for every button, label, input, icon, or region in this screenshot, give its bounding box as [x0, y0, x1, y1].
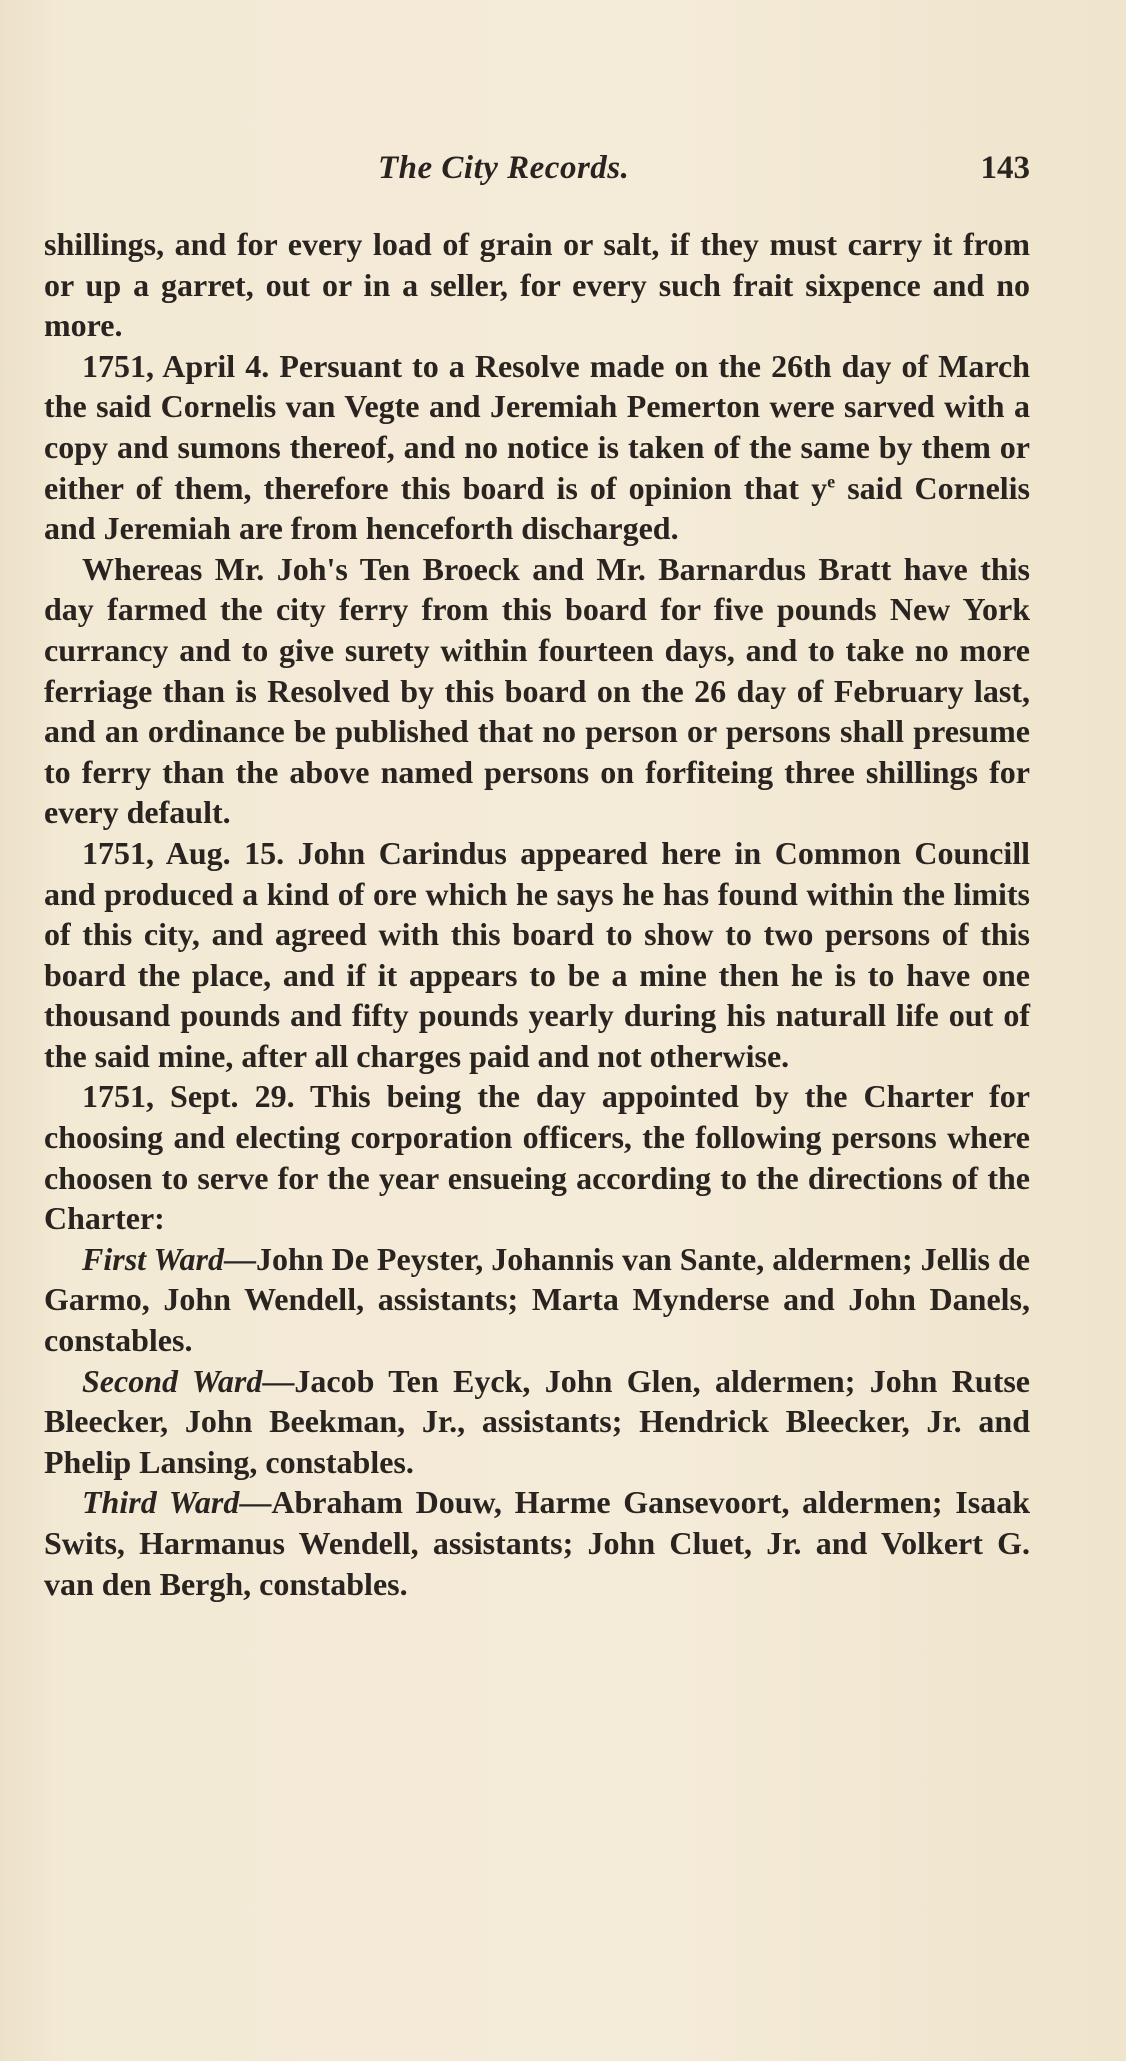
- paragraph-ferry: Whereas Mr. Joh's Ten Broeck and Mr. Barnardus Bratt have this day farmed the city ferry from this board for five pounds New York currancy and to give surety within fourteen days, and to take no more ferriage than is Resolved by this board on the 26 day of February last, and an ordinance be published that no person or persons shall presume to ferry than the above named persons on forfiteing three shillings for every default.: [44, 550, 1030, 831]
- page-number: 143: [980, 150, 1030, 186]
- paragraph-text: —Jacob Ten Eyck, John Glen, aldermen; John Rutse Bleecker, John Beekman, Jr., assistants; Hendrick Bleecker, Jr. and Phelip Lansing, constables.: [44, 1362, 1031, 1480]
- ward-label: First Ward: [82, 1240, 224, 1277]
- paragraph-third-ward: [44, 1482, 1030, 1604]
- paragraph-text: —John De Peyster, Johannis van Sante, aldermen; Jellis de Garmo, John Wendell, assistants; Marta Mynderse and John Danels, constables.: [44, 1240, 1031, 1359]
- paragraph-text: said Cornelis and Jeremiah are from henceforth discharged.: [44, 469, 1030, 547]
- paragraph-text: 1751, April 4. Persuant to a Resolve made on the 26th day of March the said Cornelis van Vegte and Jeremiah Pemerton were sarved with a copy and sumons thereof, and no notice is taken of the same by them or either of them, therefore this board is of opinion that y: [44, 347, 1030, 506]
- paragraph-second-ward: [44, 1361, 1030, 1483]
- paragraph-sept-29: 1751, Sept. 29. This being the day appointed by the Charter for choosing and electing corporation officers, the following persons where choosen to serve for the year ensueing according to the directions of the Charter:: [44, 1078, 1030, 1237]
- paragraph-aug-15: 1751, Aug. 15. John Carindus appeared here in Common Councill and produced a kind of ore which he says he has found within the limits of this city, and agreed with this board to show to two persons of this board the place, and if it appears to be a mine then he is to have one thousand pounds and fifty pounds yearly during his naturall life out of the said mine, after all charges paid and not otherwise.: [44, 834, 1030, 1074]
- page-body: [44, 224, 1030, 1604]
- paragraph-text: —Abraham Douw, Harme Gansevoort, aldermen; Isaak Swits, Harmanus Wendell, assistants; John Cluet, Jr. and Volkert G. van den Bergh, constables.: [44, 1484, 1031, 1602]
- ward-label: Second Ward: [82, 1362, 263, 1399]
- paragraph-april-4: [44, 346, 1030, 549]
- running-title: The City Records.: [378, 150, 630, 186]
- superscript: e: [827, 470, 836, 491]
- page-header: [44, 150, 1030, 200]
- ward-label: Third Ward: [82, 1484, 240, 1521]
- paragraph-first-ward: [44, 1239, 1030, 1361]
- paragraph-continuation: shillings, and for every load of grain or salt, if they must carry it from or up a garret, out or in a seller, for every such frait sixpence and no more.: [44, 226, 1030, 344]
